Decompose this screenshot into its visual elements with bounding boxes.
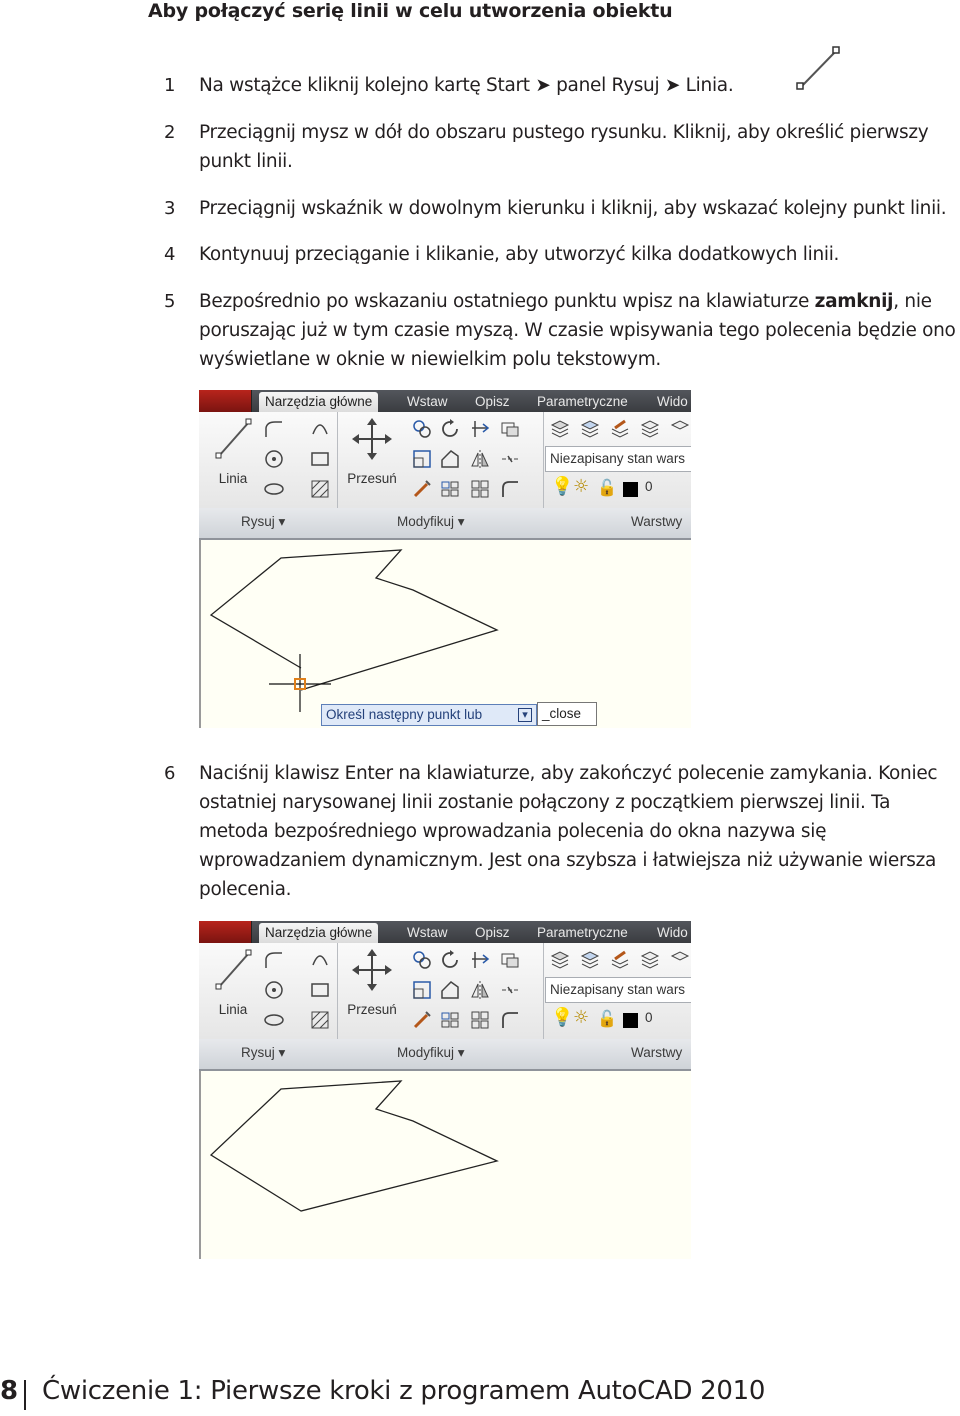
autocad-screenshot-1 (199, 390, 691, 728)
dynamic-input-field[interactable]: _close (537, 702, 597, 726)
step-number: 4 (164, 244, 176, 265)
move-button[interactable] (341, 947, 403, 1035)
panel-layers-title[interactable]: Warstwy (631, 514, 683, 529)
tab-insert[interactable]: Wstaw (407, 925, 448, 940)
sun-icon[interactable]: ☼ (573, 1007, 590, 1028)
explode-icon[interactable] (411, 1009, 433, 1031)
erase-icon[interactable] (499, 418, 521, 440)
polyline-icon[interactable] (263, 418, 285, 440)
panel-draw-title[interactable]: Rysuj ▾ (241, 1045, 286, 1060)
line-button-label: Linia (218, 1002, 248, 1017)
tab-annotate[interactable]: Opisz (475, 394, 510, 409)
step-number: 2 (164, 122, 176, 143)
layer-color-swatch[interactable] (623, 482, 638, 497)
panel-layers-title[interactable]: Warstwy (631, 1045, 683, 1060)
line-button[interactable] (205, 416, 261, 504)
step-number: 1 (164, 75, 176, 96)
lock-icon[interactable]: 🔓 (597, 1009, 617, 1028)
erase-icon[interactable] (499, 949, 521, 971)
rotate-icon[interactable] (439, 418, 461, 440)
layer-isolate-icon[interactable] (639, 418, 661, 440)
layer-properties-icon[interactable] (549, 949, 571, 971)
line-tool-icon (796, 46, 842, 92)
line-button-label: Linia (218, 471, 248, 486)
tab-insert[interactable]: Wstaw (407, 394, 448, 409)
sun-icon[interactable]: ☼ (573, 476, 590, 497)
grid-array-icon[interactable] (469, 478, 491, 500)
application-button[interactable] (199, 921, 252, 943)
current-layer[interactable]: 0 (645, 479, 653, 494)
panel-modify-title[interactable]: Modyfikuj ▾ (397, 1045, 465, 1060)
layer-properties-icon[interactable] (549, 418, 571, 440)
rotate-icon[interactable] (439, 949, 461, 971)
lightbulb-icon[interactable]: 💡 (551, 1007, 574, 1028)
panel-draw-title[interactable]: Rysuj ▾ (241, 514, 286, 529)
tab-home[interactable]: Narzędzia główne (259, 392, 378, 412)
polyline-icon[interactable] (263, 949, 285, 971)
step-text: Naciśnij klawisz Enter na klawiaturze, aby zakończyć polecenie zamykania. Koniec ostatniej narysowanej linii zostanie połączony z początkiem pierwszej linii. Ta metoda bezpośredniego wprowadzania polecenia do okna nazywa się wprowadzaniem dynamicznym. Jest ona szybsza i łatwiejsza niż używanie wiersza polecenia. (199, 763, 938, 900)
drawing-lines (201, 540, 691, 728)
move-button-label: Przesuń (347, 1002, 397, 1017)
explode-icon[interactable] (411, 478, 433, 500)
panel-title-bar (199, 508, 691, 540)
grid-array-icon[interactable] (469, 1009, 491, 1031)
ribbon (199, 943, 691, 1040)
section-heading: Aby połączyć serię linii w celu utworzenia obiektu (148, 0, 673, 22)
drawing-closed-polygon (201, 1071, 691, 1259)
layer-state-dropdown[interactable]: Niezapisany stan wars (545, 977, 691, 1003)
stretch-icon[interactable] (411, 979, 433, 1001)
layer-state-icon[interactable] (579, 418, 601, 440)
arc-icon[interactable] (309, 418, 331, 440)
tab-view[interactable]: Wido (657, 925, 688, 940)
chapter-title: Ćwiczenie 1: Pierwsze kroki z programem AutoCAD 2010 (42, 1376, 766, 1406)
copy-icon[interactable] (411, 949, 433, 971)
step-text-part: Bezpośrednio po wskazaniu ostatniego punktu wpisz na klawiaturze (199, 291, 815, 312)
command-keyword: zamknij (814, 291, 894, 312)
step-text: Kontynuuj przeciąganie i klikanie, aby utworzyć kilka dodatkowych linii. (199, 244, 840, 265)
dynamic-input-prompt (321, 704, 537, 726)
hatch-icon[interactable] (309, 478, 331, 500)
drawing-area[interactable] (199, 540, 691, 728)
layer-state-dropdown[interactable]: Niezapisany stan wars (545, 446, 691, 472)
mirror-icon[interactable] (469, 448, 491, 470)
layer-match-icon[interactable] (609, 949, 631, 971)
lock-icon[interactable]: 🔓 (597, 478, 617, 497)
hatch-icon[interactable] (309, 1009, 331, 1031)
move-icon (350, 947, 394, 993)
ribbon-tab-bar (199, 390, 691, 412)
layer-off-icon[interactable] (669, 949, 691, 971)
step-text: Przeciągnij wskaźnik w dowolnym kierunku i kliknij, aby wskazać kolejny punkt linii. (199, 198, 947, 219)
line-button[interactable] (205, 947, 261, 1035)
layer-off-icon[interactable] (669, 418, 691, 440)
line-icon (211, 947, 255, 993)
rectangle-icon[interactable] (309, 448, 331, 470)
chamfer-icon[interactable] (499, 478, 521, 500)
layer-color-swatch[interactable] (623, 1013, 638, 1028)
chamfer-icon[interactable] (499, 1009, 521, 1031)
ellipse-icon[interactable] (263, 478, 285, 500)
options-arrow-icon[interactable]: ▾ (518, 708, 532, 722)
mirror-icon[interactable] (469, 979, 491, 1001)
step-number: 3 (164, 198, 176, 219)
array-icon[interactable] (439, 478, 461, 500)
scale-icon[interactable] (439, 448, 461, 470)
move-icon (350, 416, 394, 462)
ellipse-icon[interactable] (263, 1009, 285, 1031)
lightbulb-icon[interactable]: 💡 (551, 476, 574, 497)
step-number: 5 (164, 291, 176, 312)
layer-state-icon[interactable] (579, 949, 601, 971)
step-text (199, 287, 960, 374)
tab-annotate[interactable]: Opisz (475, 925, 510, 940)
footer-divider (24, 1380, 26, 1410)
tab-view[interactable]: Wido (657, 394, 688, 409)
move-button[interactable] (341, 416, 403, 504)
ribbon-tab-bar (199, 921, 691, 943)
rectangle-icon[interactable] (309, 979, 331, 1001)
arc-icon[interactable] (309, 949, 331, 971)
application-button[interactable] (199, 390, 252, 412)
tab-parametric[interactable]: Parametryczne (537, 394, 628, 409)
panel-title-bar (199, 1039, 691, 1071)
fillet-icon[interactable] (499, 448, 521, 470)
panel-modify-title[interactable]: Modyfikuj ▾ (397, 514, 465, 529)
step-text: Na wstążce kliknij kolejno kartę Start ➤ panel Rysuj ➤ Linia. (199, 75, 734, 96)
current-layer[interactable]: 0 (645, 1010, 653, 1025)
fillet-icon[interactable] (499, 979, 521, 1001)
line-icon (211, 416, 255, 462)
ribbon (199, 412, 691, 509)
prompt-text: Określ następny punkt lub (326, 707, 483, 722)
autocad-screenshot-2 (199, 921, 691, 1259)
layer-match-icon[interactable] (609, 418, 631, 440)
trim-icon[interactable] (469, 418, 491, 440)
step-text: Przeciągnij mysz w dół do obszaru pustego rysunku. Kliknij, aby określić pierwszy punkt linii. (199, 122, 929, 172)
drawing-area[interactable] (199, 1071, 691, 1259)
trim-icon[interactable] (469, 949, 491, 971)
tab-home[interactable]: Narzędzia główne (259, 923, 378, 943)
copy-icon[interactable] (411, 418, 433, 440)
tab-parametric[interactable]: Parametryczne (537, 925, 628, 940)
step-number: 6 (164, 763, 176, 784)
layer-isolate-icon[interactable] (639, 949, 661, 971)
array-icon[interactable] (439, 1009, 461, 1031)
circle-icon[interactable] (263, 448, 285, 470)
stretch-icon[interactable] (411, 448, 433, 470)
scale-icon[interactable] (439, 979, 461, 1001)
page-number: 8 (0, 1376, 18, 1406)
move-button-label: Przesuń (347, 471, 397, 486)
circle-icon[interactable] (263, 979, 285, 1001)
step-text-part: , nie poruszając już w tym czasie myszą. W czasie wpisywania tego polecenia będzie ono wyświetlane w oknie w niewielkim polu tekstowym. (199, 291, 956, 370)
